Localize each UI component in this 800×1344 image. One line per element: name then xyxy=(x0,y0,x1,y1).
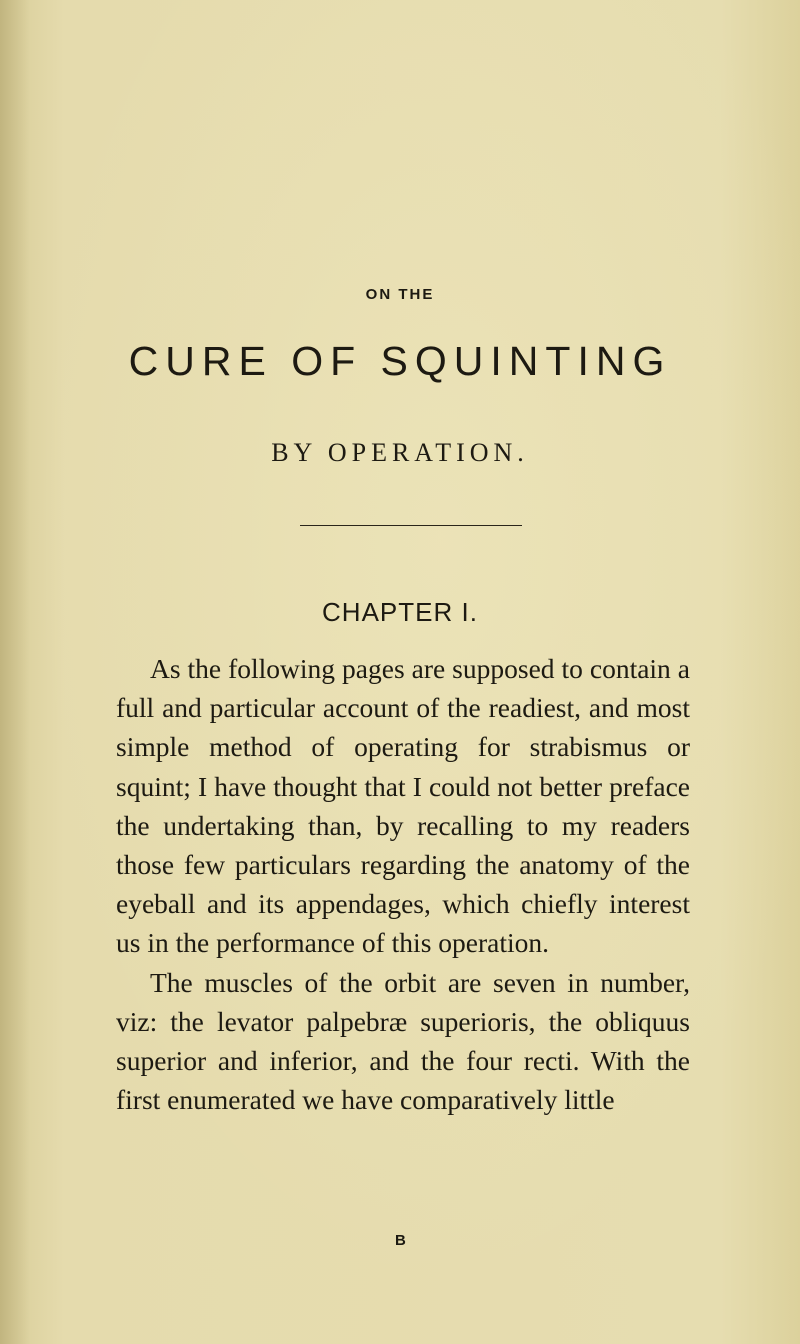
book-subtitle: BY OPERATION. xyxy=(271,438,529,467)
horizontal-rule xyxy=(300,525,522,526)
signature-mark: B xyxy=(395,1232,406,1249)
paragraph-1: As the following pages are supposed to contain a full and particular account of the readiest, and most simple method of operating for strabismus or squint; I have thought that I could not better preface the undertaking than, by recalling to my readers those few particulars regarding the anatomy of the eyeball and its appendages, which chiefly interest us in the performance of this operation. xyxy=(116,653,690,959)
title-prefix: ON THE xyxy=(365,286,435,303)
chapter-heading: CHAPTER I. xyxy=(322,597,478,627)
page-gutter-shadow xyxy=(0,0,30,1344)
paragraph-2: The muscles of the orbit are seven in number, viz: the levator palpebræ superioris, the obliquus superior and inferior, and the four recti. With the first enumerated we have comparatively little xyxy=(116,966,690,1116)
body-text xyxy=(116,649,690,1119)
book-title: CURE OF SQUINTING xyxy=(128,338,672,384)
